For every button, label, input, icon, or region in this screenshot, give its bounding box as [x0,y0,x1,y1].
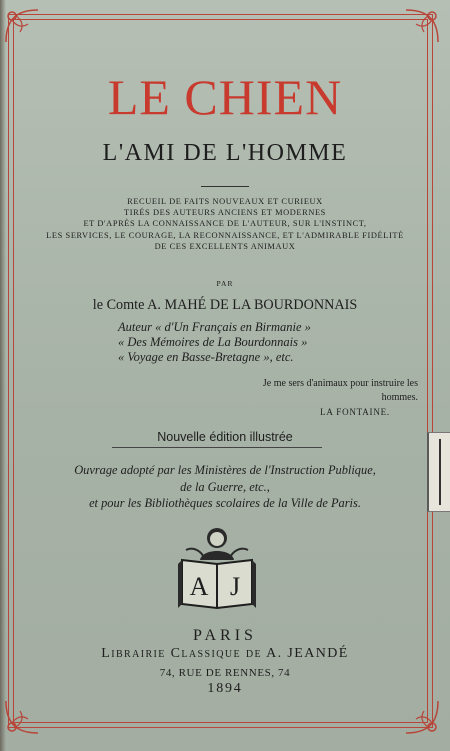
adoption-line: Ouvrage adopté par les Ministères de l'Instruction Publique, [74,463,376,477]
corner-flourish-icon [402,697,442,737]
description-line: DE CES EXCELLENTS ANIMAUX [154,241,296,251]
description-line: TIRÉS DES AUTEURS ANCIENS ET MODERNES [124,208,326,218]
publisher-address: 74, RUE DE RENNES, 74 [159,667,291,679]
corner-flourish-icon [2,697,42,737]
publication-city: PARIS [193,627,257,644]
author-works [118,320,418,365]
adoption-line: et pour les Bibliothèques scolaires de la Ville de Paris. [89,496,361,510]
description-line: LES SERVICES, LE COURAGE, LA RECONNAISSANCE, ET L'ADMIRABLE FIDÉLITÉ [46,230,404,240]
author-work-line: « Voyage en Basse-Bretagne », etc. [118,350,294,364]
publisher-name: Librairie Classique de A. JEANDÉ [101,646,349,661]
label-mark [439,439,441,505]
author-work-line: Auteur « d'Un Français en Birmanie » [118,320,311,334]
title-divider [201,186,249,187]
epigraph-attribution: LA FONTAINE. [320,407,390,417]
adoption-line: de la Guerre, etc., [180,479,270,494]
svg-text:J: J [229,572,241,601]
publisher-logo-icon [172,520,262,612]
epigraph-quote: Je me sers d'animaux pour instruire les hommes. [262,378,418,403]
edition-divider [112,447,322,448]
svg-text:A: A [189,572,209,601]
corner-flourish-icon [402,6,442,46]
author-name: le Comte A. MAHÉ DE LA BOURDONNAIS [92,297,358,313]
description-block [20,196,430,252]
by-label: PAR [216,279,234,288]
description-line: RECUEIL DE FAITS NOUVEAUX ET CURIEUX [127,197,323,206]
edition-label: Nouvelle édition illustrée [157,430,293,444]
epigraph [228,377,418,419]
publication-year: 1894 [207,681,243,696]
adoption-notice [40,462,410,512]
author-work-line: « Des Mémoires de La Bourdonnais » [118,335,308,349]
book-title: LE CHIEN [107,69,343,125]
book-subtitle: L'AMI DE L'HOMME [102,140,348,166]
description-line: ET D'APRÈS LA CONNAISSANCE DE L'AUTEUR, SUR L'INSTINCT, [83,219,367,229]
corner-flourish-icon [2,6,42,46]
